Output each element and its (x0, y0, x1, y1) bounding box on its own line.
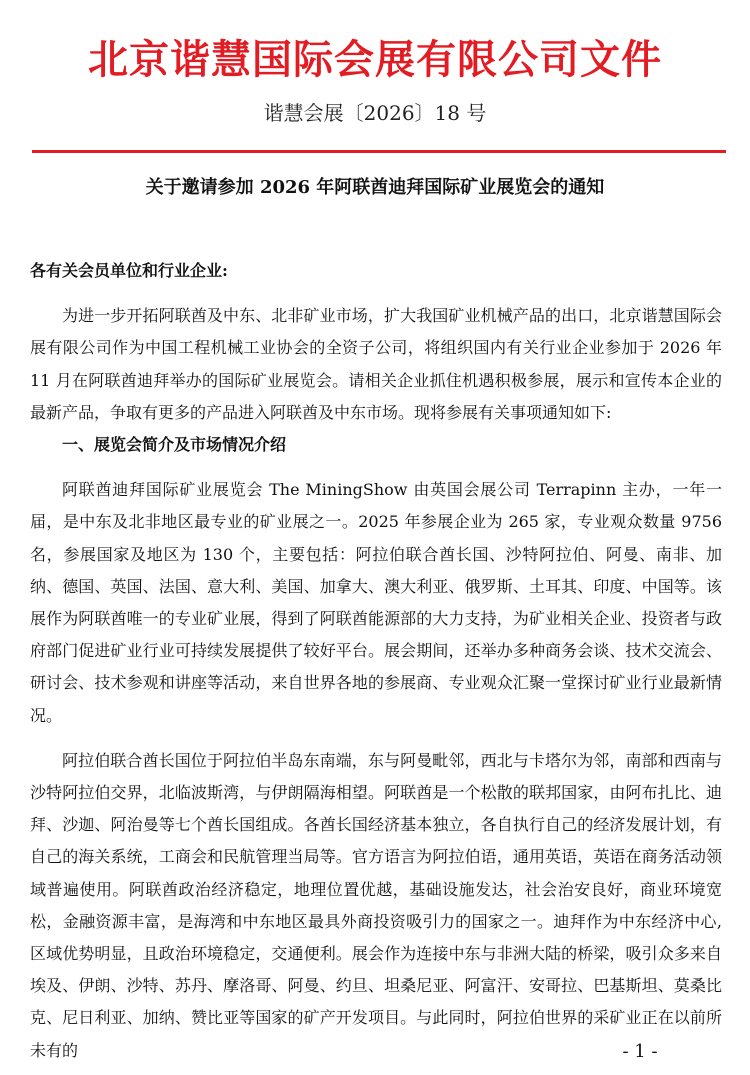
notice-title: 关于邀请参加 2026 年阿联酋迪拜国际矿业展览会的通知 (145, 177, 605, 198)
intro-paragraph: 为进一步开拓阿联酋及中东、北非矿业市场，扩大我国矿业机械产品的出口，北京谐慧国际会展有限公司作为中国工程机械工业协会的全资子公司，将组织国内有关行业企业参加于 2026 年 11 月在阿联酋迪拜举办的国际矿业展览会。请相关企业抓住机遇积极参展，展示和宣传本企业的最新产品，争取有更多的产品进入阿联酋及中东市场。现将参展有关事项通知如下: (30, 306, 722, 422)
section-1-paragraph-2: 阿拉伯联合酋长国位于阿拉伯半岛东南端，东与阿曼毗邻，西北与卡塔尔为邻，南部和西南与沙特阿拉伯交界，北临波斯湾，与伊朗隔海相望。阿联酋是一个松散的联邦国家，由阿布扎比、迪拜、沙迦、阿治曼等七个酋长国组成。各酋长国经济基本独立，各自执行自己的经济发展计划，有自己的海关系统，工商会和民航管理当局等。官方语言为阿拉伯语，通用英语，英语在商务活动领域普遍使用。阿联酋政治经济稳定，地理位置优越，基础设施发达，社会治安良好，商业环境宽松，金融资源丰富，是海湾和中东地区最具外商投资吸引力的国家之一。迪拜作为中东经济中心,区域优势明显，且政治环境稳定，交通便利。展会作为连接中东与非洲大陆的桥梁，吸引众多来自埃及、伊朗、沙特、苏丹、摩洛哥、阿曼、约旦、坦桑尼亚、阿富汗、安哥拉、巴基斯坦、莫桑比克、尼日利亚、加纳、赞比亚等国家的矿产开发项目。与此同时，阿拉伯世界的采矿业正在以前所未有的 (30, 750, 722, 1060)
section-1-paragraph-1: 阿联酋迪拜国际矿业展览会 The MiningShow 由英国会展公司 Terrapinn 主办，一年一届，是中东及北非地区最专业的矿业展之一。2025 年参展企业为 265 家，专业观众数量 9756 名，参展国家及地区为 130 个，主要包括：阿拉伯联合酋长国、沙特阿拉伯、阿曼、南非、加纳、德国、英国、法国、意大利、美国、加拿大、澳大利亚、俄罗斯、土耳其、印度、中国等。该展作为阿联酋唯一的专业矿业展，得到了阿联酋能源部的大力支持，为矿业相关企业、投资者与政府部门促进矿业行业可持续发展提供了较好平台。展会期间，还举办多种商务会谈、技术交流会、研讨会、技术参观和讲座等活动，来自世界各地的参展商、专业观众汇聚一堂探讨矿业行业最新情况。 (30, 480, 722, 725)
page-number: - 1 - (622, 1041, 658, 1062)
red-header-rule (32, 150, 726, 153)
document-body (30, 255, 722, 1067)
section-heading-1: 一、展览会简介及市场情况介绍 (62, 435, 287, 455)
salutation: 各有关会员单位和行业企业: (30, 261, 228, 280)
document-number: 谐慧会展〔2026〕18 号 (263, 101, 487, 125)
org-document-title: 北京谐慧国际会展有限公司文件 (88, 37, 662, 83)
